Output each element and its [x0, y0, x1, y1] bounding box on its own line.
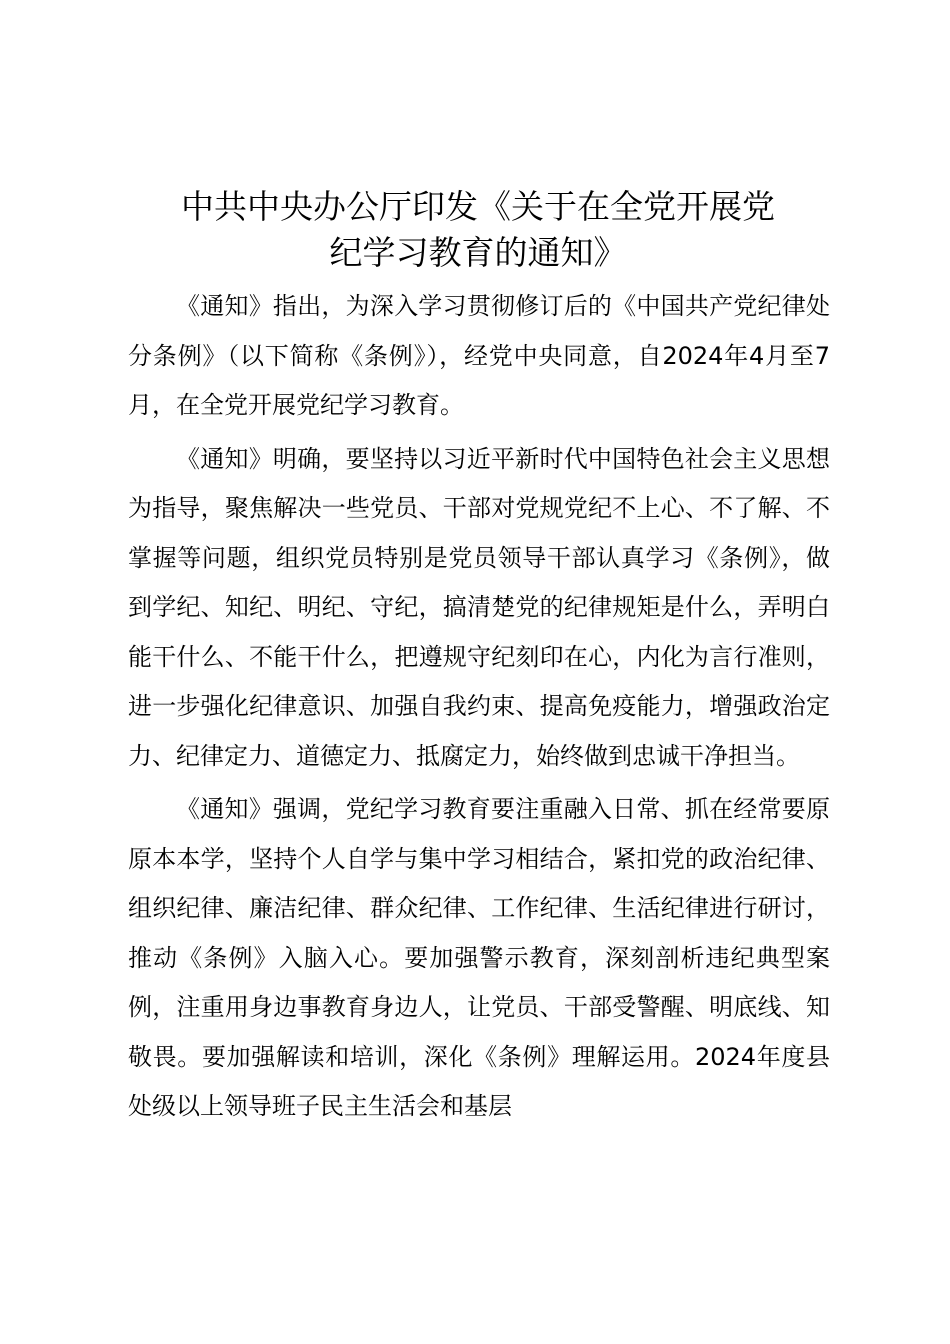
document-body	[128, 282, 830, 1136]
paragraph-1: 《通知》指出，为深入学习贯彻修订后的《中国共产党纪律处分条例》（以下简称《条例》），经党中央同意，自2024年4月至7月，在全党开展党纪学习教育。	[128, 292, 830, 419]
paragraph-3: 《通知》强调，党纪学习教育要注重融入日常、抓在经常要原原本本学，坚持个人自学与集中学习相结合，紧扣党的政治纪律、组织纪律、廉洁纪律、群众纪律、工作纪律、生活纪律进行研讨，推动《条例》入脑入心。要加强警示教育，深刻剖析违纪典型案例，注重用身边事教育身边人，让党员、干部受警醒、明底线、知敬畏。要加强解读和培训，深化《条例》理解运用。2024年度县处级以上领导班子民主生活会和基层	[128, 795, 830, 1120]
title-line-2: 纪学习教育的通知》	[329, 233, 627, 272]
title-line-1: 中共中央办公厅印发《关于在全党开展党	[181, 187, 775, 226]
paragraph-2: 《通知》明确，要坚持以习近平新时代中国特色社会主义思想为指导，聚焦解决一些党员、干部对党规党纪不上心、不了解、不掌握等问题，组织党员特别是党员领导干部认真学习《条例》，做到学纪、知纪、明纪、守纪，搞清楚党的纪律规矩是什么，弄明白能干什么、不能干什么，把遵规守纪刻印在心，内化为言行准则，进一步强化纪律意识、加强自我约束、提高免疫能力，增强政治定力、纪律定力、道德定力、抵腐定力，始终做到忠诚干净担当。	[128, 444, 830, 770]
document-title	[128, 184, 828, 276]
